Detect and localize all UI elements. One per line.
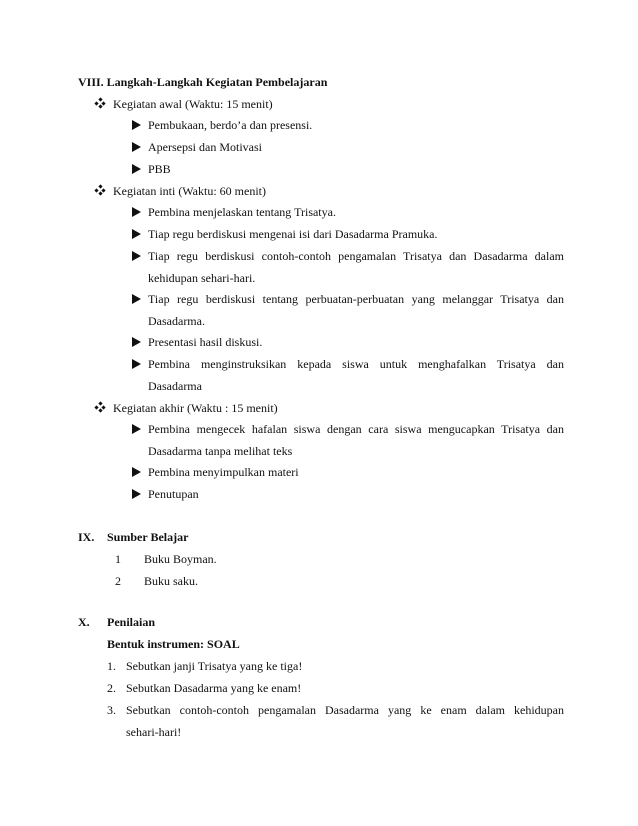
list-number: 2. [107, 681, 116, 695]
list-number: 2 [115, 574, 121, 588]
section-10-title: Penilaian [107, 615, 156, 629]
list-item: Sebutkan contoh-contoh pengamalan Dasadarma yang ke enam dalam kehidupan [126, 703, 564, 717]
list-item: Tiap regu berdiskusi mengenai isi dari Dasadarma Pramuka. [148, 227, 438, 241]
list-item: Pembina mengecek hafalan siswa dengan cara siswa mengucapkan Trisatya dan [148, 422, 564, 436]
arrow-bullet-icon [132, 337, 141, 347]
arrow-bullet-icon [132, 294, 141, 304]
list-item: Tiap regu berdiskusi contoh-contoh pengamalan Trisatya dan Dasadarma dalam [148, 249, 564, 263]
list-item-continuation: Dasadarma tanpa melihat teks [148, 444, 293, 458]
list-item: Apersepsi dan Motivasi [148, 140, 262, 154]
arrow-bullet-icon [132, 207, 141, 217]
list-item: PBB [148, 162, 171, 176]
list-item-continuation: Dasadarma [148, 379, 202, 393]
section-10-subtitle: Bentuk instrumen: SOAL [107, 637, 240, 651]
kegiatan-awal-label: Kegiatan awal (Waktu: 15 menit) [113, 97, 273, 111]
arrow-bullet-icon [132, 251, 141, 261]
arrow-bullet-icon [132, 142, 141, 152]
list-number: 1. [107, 659, 116, 673]
section-10-number: X. [78, 615, 90, 629]
list-item: Sebutkan janji Trisatya yang ke tiga! [126, 659, 303, 673]
kegiatan-inti-label: Kegiatan inti (Waktu: 60 menit) [113, 184, 266, 198]
arrow-bullet-icon [132, 229, 141, 239]
section-8-heading: VIII. Langkah-Langkah Kegiatan Pembelajaran [78, 75, 328, 89]
list-number: 3. [107, 703, 116, 717]
list-item: Presentasi hasil diskusi. [148, 335, 263, 349]
arrow-bullet-icon [132, 164, 141, 174]
diamond-bullet-icon [95, 98, 105, 108]
list-item: Tiap regu berdiskusi tentang perbuatan-perbuatan yang melanggar Trisatya dan [148, 292, 564, 306]
list-item-continuation: sehari-hari! [126, 725, 182, 739]
list-item-continuation: Dasadarma. [148, 314, 205, 328]
arrow-bullet-icon [132, 489, 141, 499]
list-number: 1 [115, 552, 121, 566]
list-item-continuation: kehidupan sehari-hari. [148, 271, 256, 285]
section-9-number: IX. [78, 530, 95, 544]
list-item: Penutupan [148, 487, 199, 501]
list-item: Pembina menginstruksikan kepada siswa untuk menghafalkan Trisatya dan [148, 357, 564, 371]
list-item: Pembukaan, berdo’a dan presensi. [148, 118, 313, 132]
arrow-bullet-icon [132, 467, 141, 477]
kegiatan-akhir-label: Kegiatan akhir (Waktu : 15 menit) [113, 401, 278, 415]
list-item: Sebutkan Dasadarma yang ke enam! [126, 681, 302, 695]
arrow-bullet-icon [132, 424, 141, 434]
arrow-bullet-icon [132, 120, 141, 130]
list-item: Pembina menyimpulkan materi [148, 465, 299, 479]
list-item: Pembina menjelaskan tentang Trisatya. [148, 205, 336, 219]
section-9-title: Sumber Belajar [107, 530, 189, 544]
list-item: Buku Boyman. [144, 552, 217, 566]
diamond-bullet-icon [95, 402, 105, 412]
diamond-bullet-icon [95, 185, 105, 195]
arrow-bullet-icon [132, 359, 141, 369]
list-item: Buku saku. [144, 574, 198, 588]
